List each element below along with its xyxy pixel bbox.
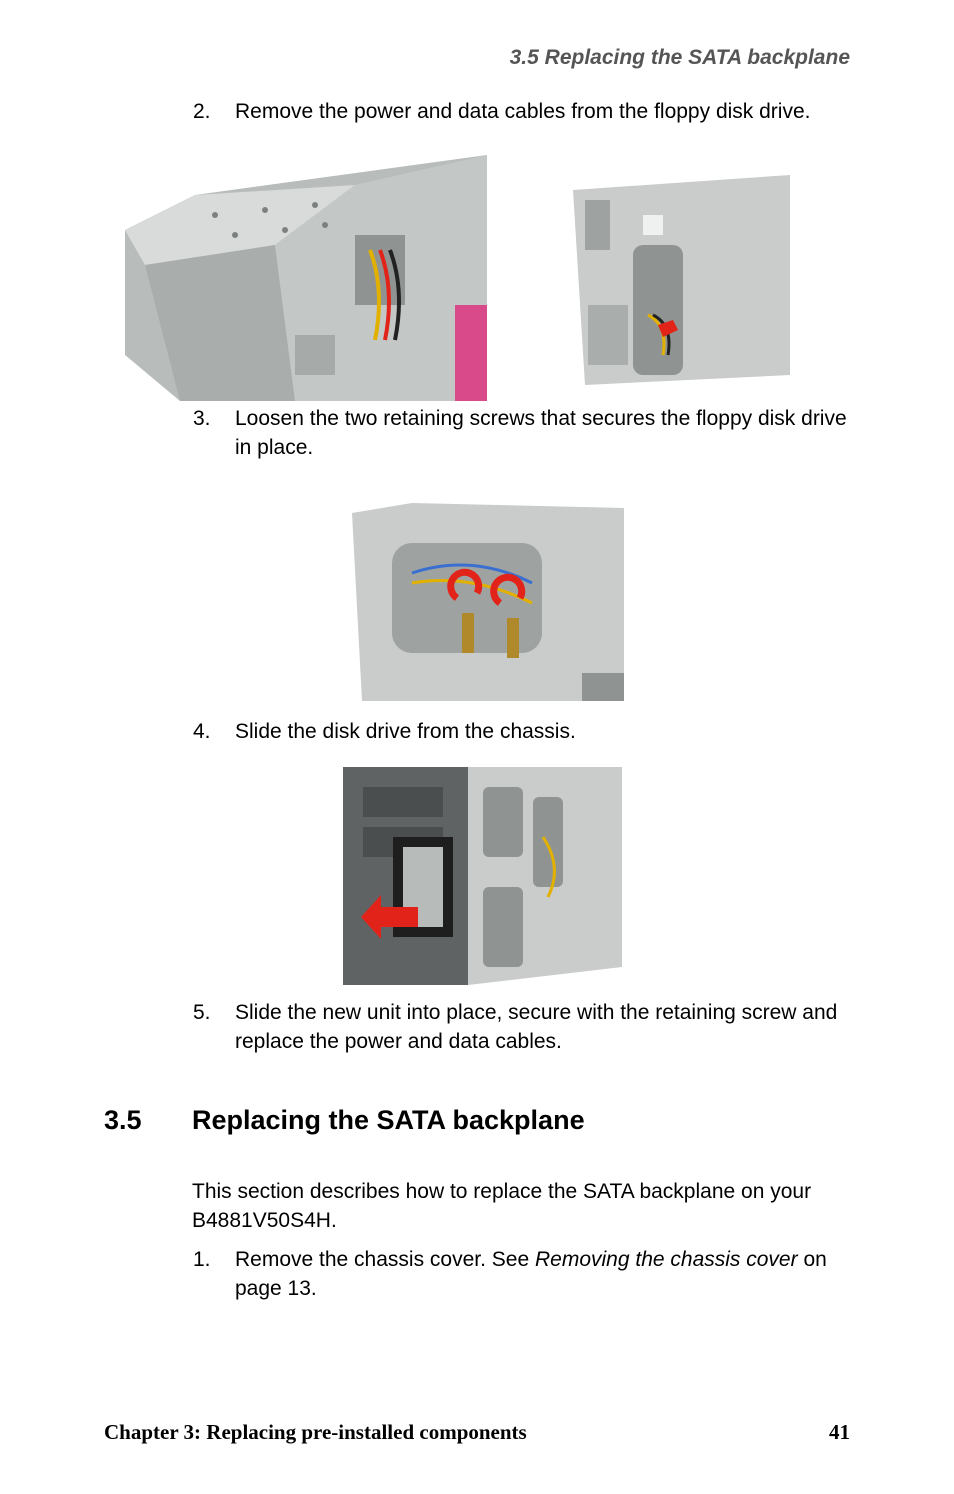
- step-number: 5.: [193, 1001, 211, 1024]
- step-text: Remove the power and data cables from the floppy disk drive.: [235, 100, 811, 123]
- retaining-screws-photo: [352, 503, 624, 701]
- step-text: Loosen the two retaining screws that secures the floppy disk drive in place.: [235, 407, 847, 459]
- footer-chapter: Chapter 3: Replacing pre-installed components: [104, 1420, 527, 1444]
- step-text: Slide the new unit into place, secure with the retaining screw and replace the power and data cables.: [235, 1001, 838, 1053]
- step-number: 1.: [193, 1248, 211, 1271]
- chassis-side-connector-photo: [573, 175, 790, 385]
- step-number: 2.: [193, 100, 211, 123]
- section-heading: [104, 1105, 585, 1136]
- step-number: 3.: [193, 407, 211, 430]
- slide-drive-photo: [343, 767, 622, 985]
- footer-page-number: 41: [829, 1420, 850, 1444]
- running-header: 3.5 Replacing the SATA backplane: [509, 46, 850, 69]
- step-text: Remove the chassis cover. See Removing the chassis cover on page 13.: [235, 1248, 827, 1300]
- step-number: 4.: [193, 720, 211, 743]
- section-number: 3.5: [104, 1105, 142, 1135]
- step-text: Slide the disk drive from the chassis.: [235, 720, 576, 743]
- section-title: Replacing the SATA backplane: [192, 1105, 585, 1135]
- section-intro: This section describes how to replace the SATA backplane on your B4881V50S4H.: [192, 1180, 812, 1232]
- chassis-interior-photo: [125, 155, 487, 401]
- cross-reference-link[interactable]: Removing the chassis cover: [534, 1248, 798, 1271]
